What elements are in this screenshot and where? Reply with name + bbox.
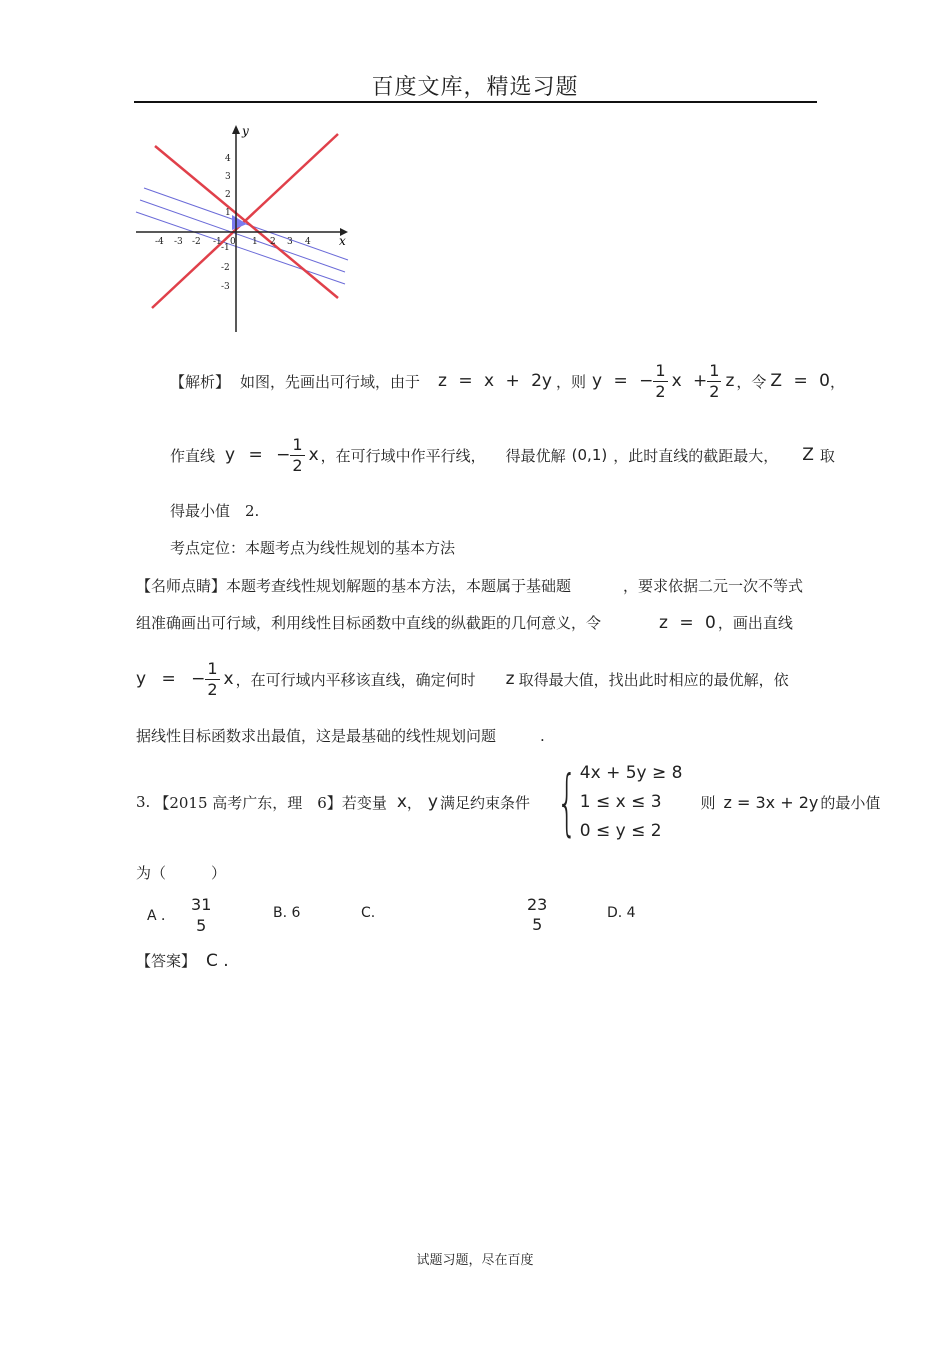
fraction — [525, 895, 549, 935]
fraction-numerator: 23 — [527, 895, 548, 914]
comment-text: 本题考查线性规划解题的基本方法，本题属于基础题 — [226, 577, 572, 595]
equation-y-rhs: z — [725, 371, 735, 391]
question-number: 3. — [136, 793, 151, 811]
comment-line-4 — [136, 725, 545, 746]
left-brace-icon: { — [556, 760, 578, 844]
y-axis-label: y — [242, 124, 249, 138]
analysis-text: 如图，先画出可行域，由于 — [240, 372, 421, 391]
constraint-list — [580, 759, 683, 846]
comment-text: ，在可行域内平移该直线，确定何时 — [235, 670, 476, 689]
knowledge-point: 考点定位：本题考点为线性规划的基本方法 — [170, 539, 456, 557]
header-rule — [134, 101, 817, 103]
constraint: 0 ≤ y ≤ 2 — [579, 820, 662, 841]
level-line-2 — [140, 200, 345, 272]
comment-text: ，要求依据二元一次不等式 — [623, 577, 804, 595]
analysis-text: ，在可行域中作平行线， — [320, 446, 486, 465]
constraint-system — [544, 759, 683, 846]
x-axis-label: x — [339, 234, 346, 248]
question-text: 若变量 — [341, 793, 387, 812]
comment-line-1 — [136, 575, 803, 596]
y-tick-label: -2 — [221, 263, 230, 273]
variable-z: z — [505, 669, 515, 689]
analysis-text: ，令 — [736, 372, 767, 391]
comment-tag: 【名师点睛】 — [136, 577, 227, 595]
equation-line-rhs: x — [308, 445, 319, 465]
question-text: 的最小值 — [820, 793, 881, 812]
option-label: A ． — [147, 908, 176, 924]
fraction — [290, 435, 304, 476]
comment-text: . — [540, 727, 545, 745]
option-c[interactable]: C. — [361, 905, 376, 921]
equation-line: y = − — [225, 445, 291, 465]
option-b[interactable]: B. 6 — [273, 905, 301, 921]
y-tick-label: 2 — [225, 190, 231, 200]
y-tick-label: -3 — [221, 282, 230, 292]
comment-text: 据线性目标函数求出最值，这是最基础的线性规划问题 — [136, 727, 497, 745]
y-tick-label: 4 — [225, 154, 231, 164]
fraction-denominator: 2 — [292, 455, 303, 475]
x-tick-label: 4 — [305, 237, 311, 247]
y-tick-label: -1 — [221, 243, 230, 253]
fraction-denominator: 5 — [532, 915, 543, 934]
y-tick-label: 1 — [225, 208, 231, 218]
analysis-text: ，则 — [556, 372, 587, 391]
question-text: 则 — [700, 793, 716, 812]
constraint: 1 ≤ x ≤ 3 — [579, 791, 662, 812]
fraction-denominator: 2 — [709, 381, 720, 401]
fraction — [707, 361, 721, 402]
page-footer: 试题习题，尽在百度 — [416, 1253, 534, 1268]
answer-value: C . — [206, 950, 229, 971]
equation-y-mid: x + — [671, 371, 708, 391]
analysis-text: 得最优解 — [505, 446, 566, 465]
equation-z-zero: Z = 0 — [770, 371, 830, 391]
comment-line-2 — [136, 612, 793, 633]
page-header-title: 百度文库，精选习题 — [371, 75, 579, 100]
comment-text: 取得最大值，找出此时相应的最优解，依 — [518, 670, 789, 689]
answer-tag: 【答案】 — [136, 952, 197, 970]
equation-line-rhs: x — [223, 669, 234, 689]
analysis-tag: 【解析】 — [170, 372, 231, 391]
option-c-value — [525, 892, 549, 938]
x-tick-label: 2 — [270, 237, 276, 247]
analysis-text: ， — [829, 372, 845, 391]
option-d[interactable]: D. 4 — [607, 905, 636, 921]
fraction-denominator: 2 — [207, 679, 218, 699]
x-tick-labels — [155, 237, 311, 247]
option-a[interactable] — [147, 892, 213, 938]
analysis-line-2 — [170, 432, 835, 478]
variable-x: x — [396, 792, 407, 812]
fraction-denominator: 2 — [655, 381, 666, 401]
comment-text: 组准确画出可行域，利用线性目标函数中直线的纵截距的几何意义，令 — [136, 614, 602, 632]
fraction-numerator: 31 — [191, 894, 212, 914]
analysis-line-1 — [170, 358, 845, 404]
fraction-numerator: 1 — [292, 434, 303, 454]
feasible-region-graph — [130, 118, 355, 338]
x-tick-label: -3 — [174, 237, 183, 247]
y-tick-labels — [221, 154, 231, 292]
equation-z-zero: z = 0 — [659, 612, 716, 633]
fraction-denominator: 5 — [189, 915, 213, 936]
constraint: 4x + 5y ≥ 8 — [579, 762, 683, 783]
question-stem — [136, 760, 880, 844]
x-tick-label: -4 — [155, 237, 164, 247]
fraction — [189, 895, 213, 936]
y-axis-arrow — [232, 125, 240, 134]
question-blank: 为（ ） — [136, 864, 227, 882]
fraction-numerator: 1 — [709, 360, 720, 380]
fraction-numerator: 1 — [655, 360, 666, 380]
question-text: ， — [406, 793, 422, 812]
equation-z: z = x + 2y — [438, 371, 552, 391]
question-text: 满足约束条件 — [439, 793, 530, 812]
answer-line — [136, 950, 229, 971]
analysis-text: 取 — [819, 446, 835, 465]
fraction — [205, 659, 219, 700]
x-tick-label: -2 — [192, 237, 201, 247]
comment-line-3 — [136, 656, 789, 702]
boundary-line-negative — [155, 146, 338, 298]
x-tick-label: 3 — [287, 237, 293, 247]
y-tick-label: 3 — [225, 172, 231, 182]
analysis-text: ，此时直线的截距最大， — [613, 446, 779, 465]
optimal-point: (0,1) — [571, 446, 608, 464]
equation-y: y = − — [592, 371, 654, 391]
question-source: 【2015 高考广东，理 6】 — [154, 793, 342, 812]
objective-function: z = 3x + 2y — [723, 792, 819, 812]
variable-y: y — [427, 792, 438, 812]
analysis-text: 作直线 — [170, 446, 216, 465]
x-tick-label: 1 — [252, 237, 258, 247]
analysis-line-3: 得最小值 2. — [170, 502, 260, 520]
fraction-numerator: 1 — [207, 658, 218, 678]
x-tick-label: -1 — [213, 237, 222, 247]
equation-line: y = − — [136, 669, 206, 689]
variable-z: Z — [802, 445, 814, 465]
x-tick-label: 0 — [230, 237, 236, 247]
fraction — [653, 361, 667, 402]
comment-text: ，画出直线 — [717, 614, 793, 632]
